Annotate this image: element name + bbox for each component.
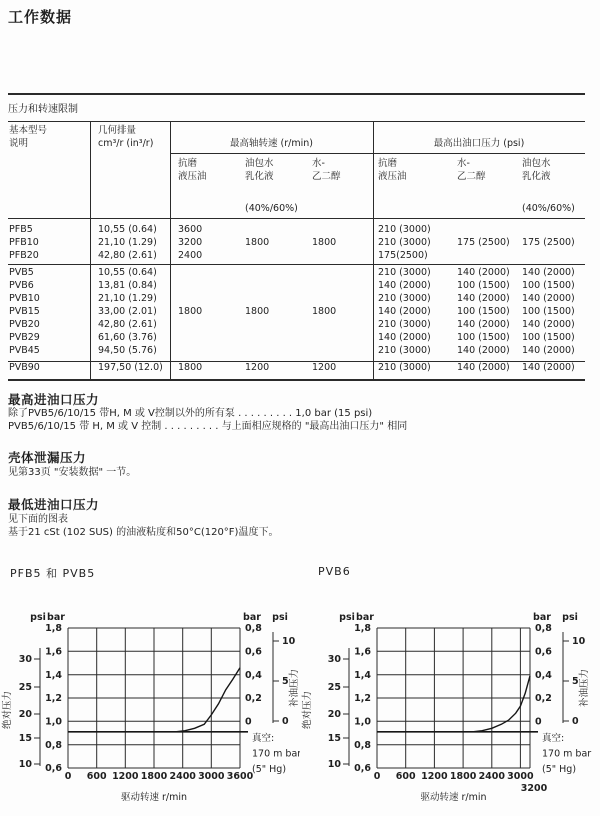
svg-text:5: 5 <box>282 676 289 688</box>
pressure-cell: 140 (2000) <box>457 362 510 373</box>
svg-text:0,2: 0,2 <box>535 693 552 705</box>
model-cell: PVB6 <box>9 280 34 291</box>
pressure-cell <box>455 223 520 236</box>
svg-text:1,6: 1,6 <box>354 646 371 658</box>
chart-title-pfb5-pvb5: PFB5 和 PVB5 <box>10 567 96 580</box>
displacement-cell: 61,60 (3.76) <box>98 332 157 343</box>
displacement-cell: 33,00 (2.01) <box>98 306 157 317</box>
table-group-0 <box>8 218 585 262</box>
speed-cell: 1800 <box>178 362 203 373</box>
speed-cell <box>170 266 243 279</box>
speed-cell: 1200 <box>245 362 270 373</box>
svg-text:10: 10 <box>18 759 32 771</box>
svg-text:25: 25 <box>327 682 341 694</box>
pressure-cell: 140 (2000) <box>457 319 510 330</box>
svg-text:1800: 1800 <box>140 771 168 782</box>
speed-cell: 1800 <box>245 237 270 248</box>
svg-text:20: 20 <box>18 709 32 721</box>
pressure-cell: 100 (1500) <box>457 306 510 317</box>
svg-text:1,0: 1,0 <box>354 716 371 728</box>
pressure-cell: 140 (2000) <box>522 319 575 330</box>
model-cell: PVB90 <box>9 362 40 373</box>
svg-text:25: 25 <box>18 682 32 694</box>
model-header: 基本型号 说明 <box>9 125 48 149</box>
top-rule <box>8 93 585 95</box>
svg-text:真空:: 真空: <box>542 733 565 744</box>
pressure-subcol-glycol: 水- 乙二醇 <box>457 158 486 182</box>
pressure-cell: 100 (1500) <box>522 306 575 317</box>
svg-text:psi: psi <box>562 612 578 623</box>
model-cell: PVB20 <box>9 319 40 330</box>
svg-text:600: 600 <box>395 771 416 782</box>
pressure-cell: 210 (3000) <box>378 224 431 235</box>
svg-text:1200: 1200 <box>421 771 448 782</box>
svg-text:2400: 2400 <box>478 771 506 782</box>
svg-text:1800: 1800 <box>449 771 477 782</box>
pressure-cell: 100 (1500) <box>522 280 575 291</box>
pressure-cell: 140 (2000) <box>522 267 575 278</box>
svg-text:0: 0 <box>373 771 381 782</box>
svg-text:0,6: 0,6 <box>535 646 552 658</box>
pump-table-body <box>8 218 585 374</box>
displacement-header: 几何排量 cm³/r (in³/r) <box>98 125 154 149</box>
svg-text:驱动转速 r/min: 驱动转速 r/min <box>420 792 487 803</box>
displacement-cell: 21,10 (1.29) <box>98 293 157 304</box>
pressure-cell: 210 (3000) <box>378 319 431 330</box>
svg-text:15: 15 <box>327 733 341 745</box>
svg-text:0,4: 0,4 <box>535 669 552 681</box>
svg-text:0,6: 0,6 <box>354 763 371 775</box>
speed-cell <box>243 292 310 305</box>
pressure-cell: 100 (1500) <box>457 280 510 291</box>
pressure-cell: 100 (1500) <box>522 332 575 343</box>
pressure-cell: 175(2500) <box>378 250 428 261</box>
pressure-cell: 140 (2000) <box>378 332 431 343</box>
displacement-cell: 10,55 (0.64) <box>98 267 157 278</box>
displacement-cell: 197,50 (12.0) <box>98 362 163 373</box>
pressure-subcol-emulsion: 油包水 乳化液 (40%/60%) <box>522 158 575 214</box>
chart-svg <box>0 600 300 816</box>
speed-cell <box>243 331 310 344</box>
svg-text:0: 0 <box>535 716 542 728</box>
svg-text:0,4: 0,4 <box>245 669 262 681</box>
speed-cell <box>310 344 373 357</box>
chart-svg <box>300 600 600 816</box>
chart-title-pvb6: PVB6 <box>318 565 351 578</box>
chart-pfb5-pvb5 <box>0 600 300 816</box>
displacement-cell: 13,81 (0.84) <box>98 280 157 291</box>
svg-text:3000: 3000 <box>507 771 534 782</box>
pressure-cell: 100 (1500) <box>457 332 510 343</box>
displacement-cell: 21,10 (1.29) <box>98 237 157 248</box>
svg-text:30: 30 <box>327 654 341 666</box>
svg-text:0,2: 0,2 <box>245 693 262 705</box>
svg-text:1,0: 1,0 <box>45 716 62 728</box>
case-drain-body: 见第33页 "安装数据" 一节。 <box>8 467 137 478</box>
svg-text:bar: bar <box>243 612 261 623</box>
table-group-2 <box>8 357 585 374</box>
speed-cell <box>170 318 243 331</box>
model-cell: PFB10 <box>9 237 39 248</box>
speed-cell <box>243 249 310 262</box>
svg-text:bar: bar <box>47 612 65 623</box>
svg-text:170 m bar: 170 m bar <box>542 748 592 760</box>
min-inlet-pressure-curve <box>473 676 530 732</box>
right-axis-label: 补油压力 <box>289 668 300 708</box>
svg-text:3000: 3000 <box>198 771 225 782</box>
speed-cell <box>243 279 310 292</box>
svg-text:psi: psi <box>30 612 46 623</box>
table-group-1 <box>8 262 585 357</box>
pressure-subcol-antiwear: 抗磨 液压油 <box>378 158 407 182</box>
svg-text:psi: psi <box>339 612 355 623</box>
svg-text:0,8: 0,8 <box>354 739 371 751</box>
svg-text:30: 30 <box>18 654 32 666</box>
speed-subcol-glycol: 水- 乙二醇 <box>312 158 341 182</box>
pressure-cell: 140 (2000) <box>522 362 575 373</box>
svg-text:1,2: 1,2 <box>45 693 62 705</box>
svg-text:(5" Hg): (5" Hg) <box>542 764 577 775</box>
svg-text:0: 0 <box>282 716 289 728</box>
pressure-cell: 140 (2000) <box>457 345 510 356</box>
svg-text:3600: 3600 <box>226 771 254 782</box>
min-inlet-pressure-curve <box>176 668 241 732</box>
svg-text:psi: psi <box>272 612 288 623</box>
speed-subcol-emulsion: 油包水 乳化液 (40%/60%) <box>245 158 298 214</box>
svg-text:5: 5 <box>572 676 579 688</box>
svg-text:0,6: 0,6 <box>45 763 62 775</box>
speed-cell: 1800 <box>312 306 337 317</box>
svg-text:驱动转速 r/min: 驱动转速 r/min <box>120 792 188 803</box>
pressure-cell: 175 (2500) <box>522 237 575 248</box>
min-inlet-heading: 最低进油口压力 <box>8 497 100 512</box>
svg-text:1,6: 1,6 <box>45 646 62 658</box>
svg-text:600: 600 <box>86 771 107 782</box>
speed-cell <box>310 331 373 344</box>
speed-cell <box>170 292 243 305</box>
page-title: 工作数据 <box>8 8 73 26</box>
speed-cell: 1200 <box>312 362 337 373</box>
speed-cell <box>310 266 373 279</box>
model-cell: PVB15 <box>9 306 40 317</box>
speed-cell <box>310 223 373 236</box>
svg-text:0: 0 <box>572 716 579 728</box>
speed-cell <box>243 223 310 236</box>
speed-cell <box>243 318 310 331</box>
pressure-cell: 210 (3000) <box>378 345 431 356</box>
svg-text:1,2: 1,2 <box>354 693 371 705</box>
pressure-cell: 140 (2000) <box>522 345 575 356</box>
svg-text:10: 10 <box>282 636 296 648</box>
pressure-cell: 140 (2000) <box>378 306 431 317</box>
svg-text:0,8: 0,8 <box>535 623 552 635</box>
table-bottom-rule <box>8 379 585 381</box>
model-cell: PVB5 <box>9 267 34 278</box>
svg-text:0,8: 0,8 <box>245 623 262 635</box>
speed-cell <box>310 318 373 331</box>
pressure-cell: 210 (3000) <box>378 267 431 278</box>
svg-text:bar: bar <box>533 612 551 623</box>
svg-text:2400: 2400 <box>169 771 196 782</box>
speed-cell: 1800 <box>312 237 337 248</box>
table-header <box>8 121 585 218</box>
svg-text:(5" Hg): (5" Hg) <box>252 764 287 775</box>
speed-cell <box>310 249 373 262</box>
speed-cell: 1800 <box>178 306 203 317</box>
left-axis-label: 绝对压力 <box>302 690 313 730</box>
displacement-cell: 94,50 (5.76) <box>98 345 157 356</box>
min-inlet-body1: 见下面的图表 <box>8 514 68 525</box>
table-section-label: 压力和转速限制 <box>8 104 78 115</box>
speed-subcol-antiwear: 抗磨 液压油 <box>178 158 207 182</box>
pressure-cell: 210 (3000) <box>378 237 431 248</box>
speed-cell <box>170 331 243 344</box>
speed-cell <box>243 266 310 279</box>
pressure-cell: 175 (2500) <box>457 237 510 248</box>
model-cell: PFB20 <box>9 250 39 261</box>
svg-text:1,4: 1,4 <box>354 669 371 681</box>
svg-text:1,4: 1,4 <box>45 669 62 681</box>
model-cell: PFB5 <box>9 224 33 235</box>
pressure-cell: 140 (2000) <box>457 267 510 278</box>
speed-cell: 1800 <box>245 306 270 317</box>
max-inlet-line2: PVB5/6/10/15 带 H, M 或 V 控制 . . . . . . . . . 与上面相应规格的 "最高出油口压力" 相同 <box>8 421 408 432</box>
left-axis-label: 绝对压力 <box>2 690 13 730</box>
svg-text:真空:: 真空: <box>252 733 275 744</box>
displacement-cell: 42,80 (2.61) <box>98 250 157 261</box>
svg-text:1200: 1200 <box>112 771 139 782</box>
speed-group-header: 最高轴转速 (r/min) <box>230 138 313 149</box>
svg-text:170 m bar: 170 m bar <box>252 748 300 760</box>
svg-text:1,8: 1,8 <box>45 623 62 635</box>
speed-cell: 3600 <box>178 224 203 235</box>
displacement-cell: 10,55 (0.64) <box>98 224 157 235</box>
max-inlet-line1: 除了PVB5/6/10/15 带H, M 或 V控制以外的所有泵 . . . . . . . . . 1,0 bar (15 psi) <box>8 408 373 419</box>
displacement-cell: 42,80 (2.61) <box>98 319 157 330</box>
speed-cell <box>243 344 310 357</box>
svg-text:0: 0 <box>64 771 72 782</box>
svg-text:0,8: 0,8 <box>45 739 62 751</box>
model-cell: PVB10 <box>9 293 40 304</box>
pressure-cell: 210 (3000) <box>378 362 431 373</box>
min-inlet-body2: 基于21 cSt (102 SUS) 的油液粘度和50°C(120°F)温度下。 <box>8 527 279 538</box>
pressure-cell <box>520 249 585 262</box>
svg-text:1,8: 1,8 <box>354 623 371 635</box>
pressure-cell: 210 (3000) <box>378 293 431 304</box>
case-drain-heading: 壳体泄漏压力 <box>8 450 87 465</box>
svg-text:15: 15 <box>18 733 32 745</box>
svg-text:10: 10 <box>572 636 586 648</box>
pressure-cell: 140 (2000) <box>457 293 510 304</box>
svg-text:20: 20 <box>327 709 341 721</box>
pressure-cell: 140 (2000) <box>378 280 431 291</box>
model-cell: PVB45 <box>9 345 40 356</box>
speed-cell: 3200 <box>178 237 203 248</box>
pressure-cell <box>520 223 585 236</box>
svg-text:0,6: 0,6 <box>245 646 262 658</box>
svg-text:3200: 3200 <box>520 783 548 794</box>
svg-text:0: 0 <box>245 716 252 728</box>
speed-cell: 2400 <box>178 250 203 261</box>
svg-text:10: 10 <box>327 759 341 771</box>
speed-cell <box>170 344 243 357</box>
pressure-group-header: 最高出油口压力 (psi) <box>433 138 525 149</box>
pressure-cell <box>455 249 520 262</box>
model-cell: PVB29 <box>9 332 40 343</box>
chart-pvb6 <box>300 600 600 816</box>
speed-cell <box>310 292 373 305</box>
right-axis-label: 补油压力 <box>579 668 590 708</box>
pressure-cell: 140 (2000) <box>522 293 575 304</box>
speed-cell <box>170 279 243 292</box>
speed-cell <box>310 279 373 292</box>
max-inlet-heading: 最高进油口压力 <box>8 392 100 407</box>
svg-text:bar: bar <box>356 612 374 623</box>
